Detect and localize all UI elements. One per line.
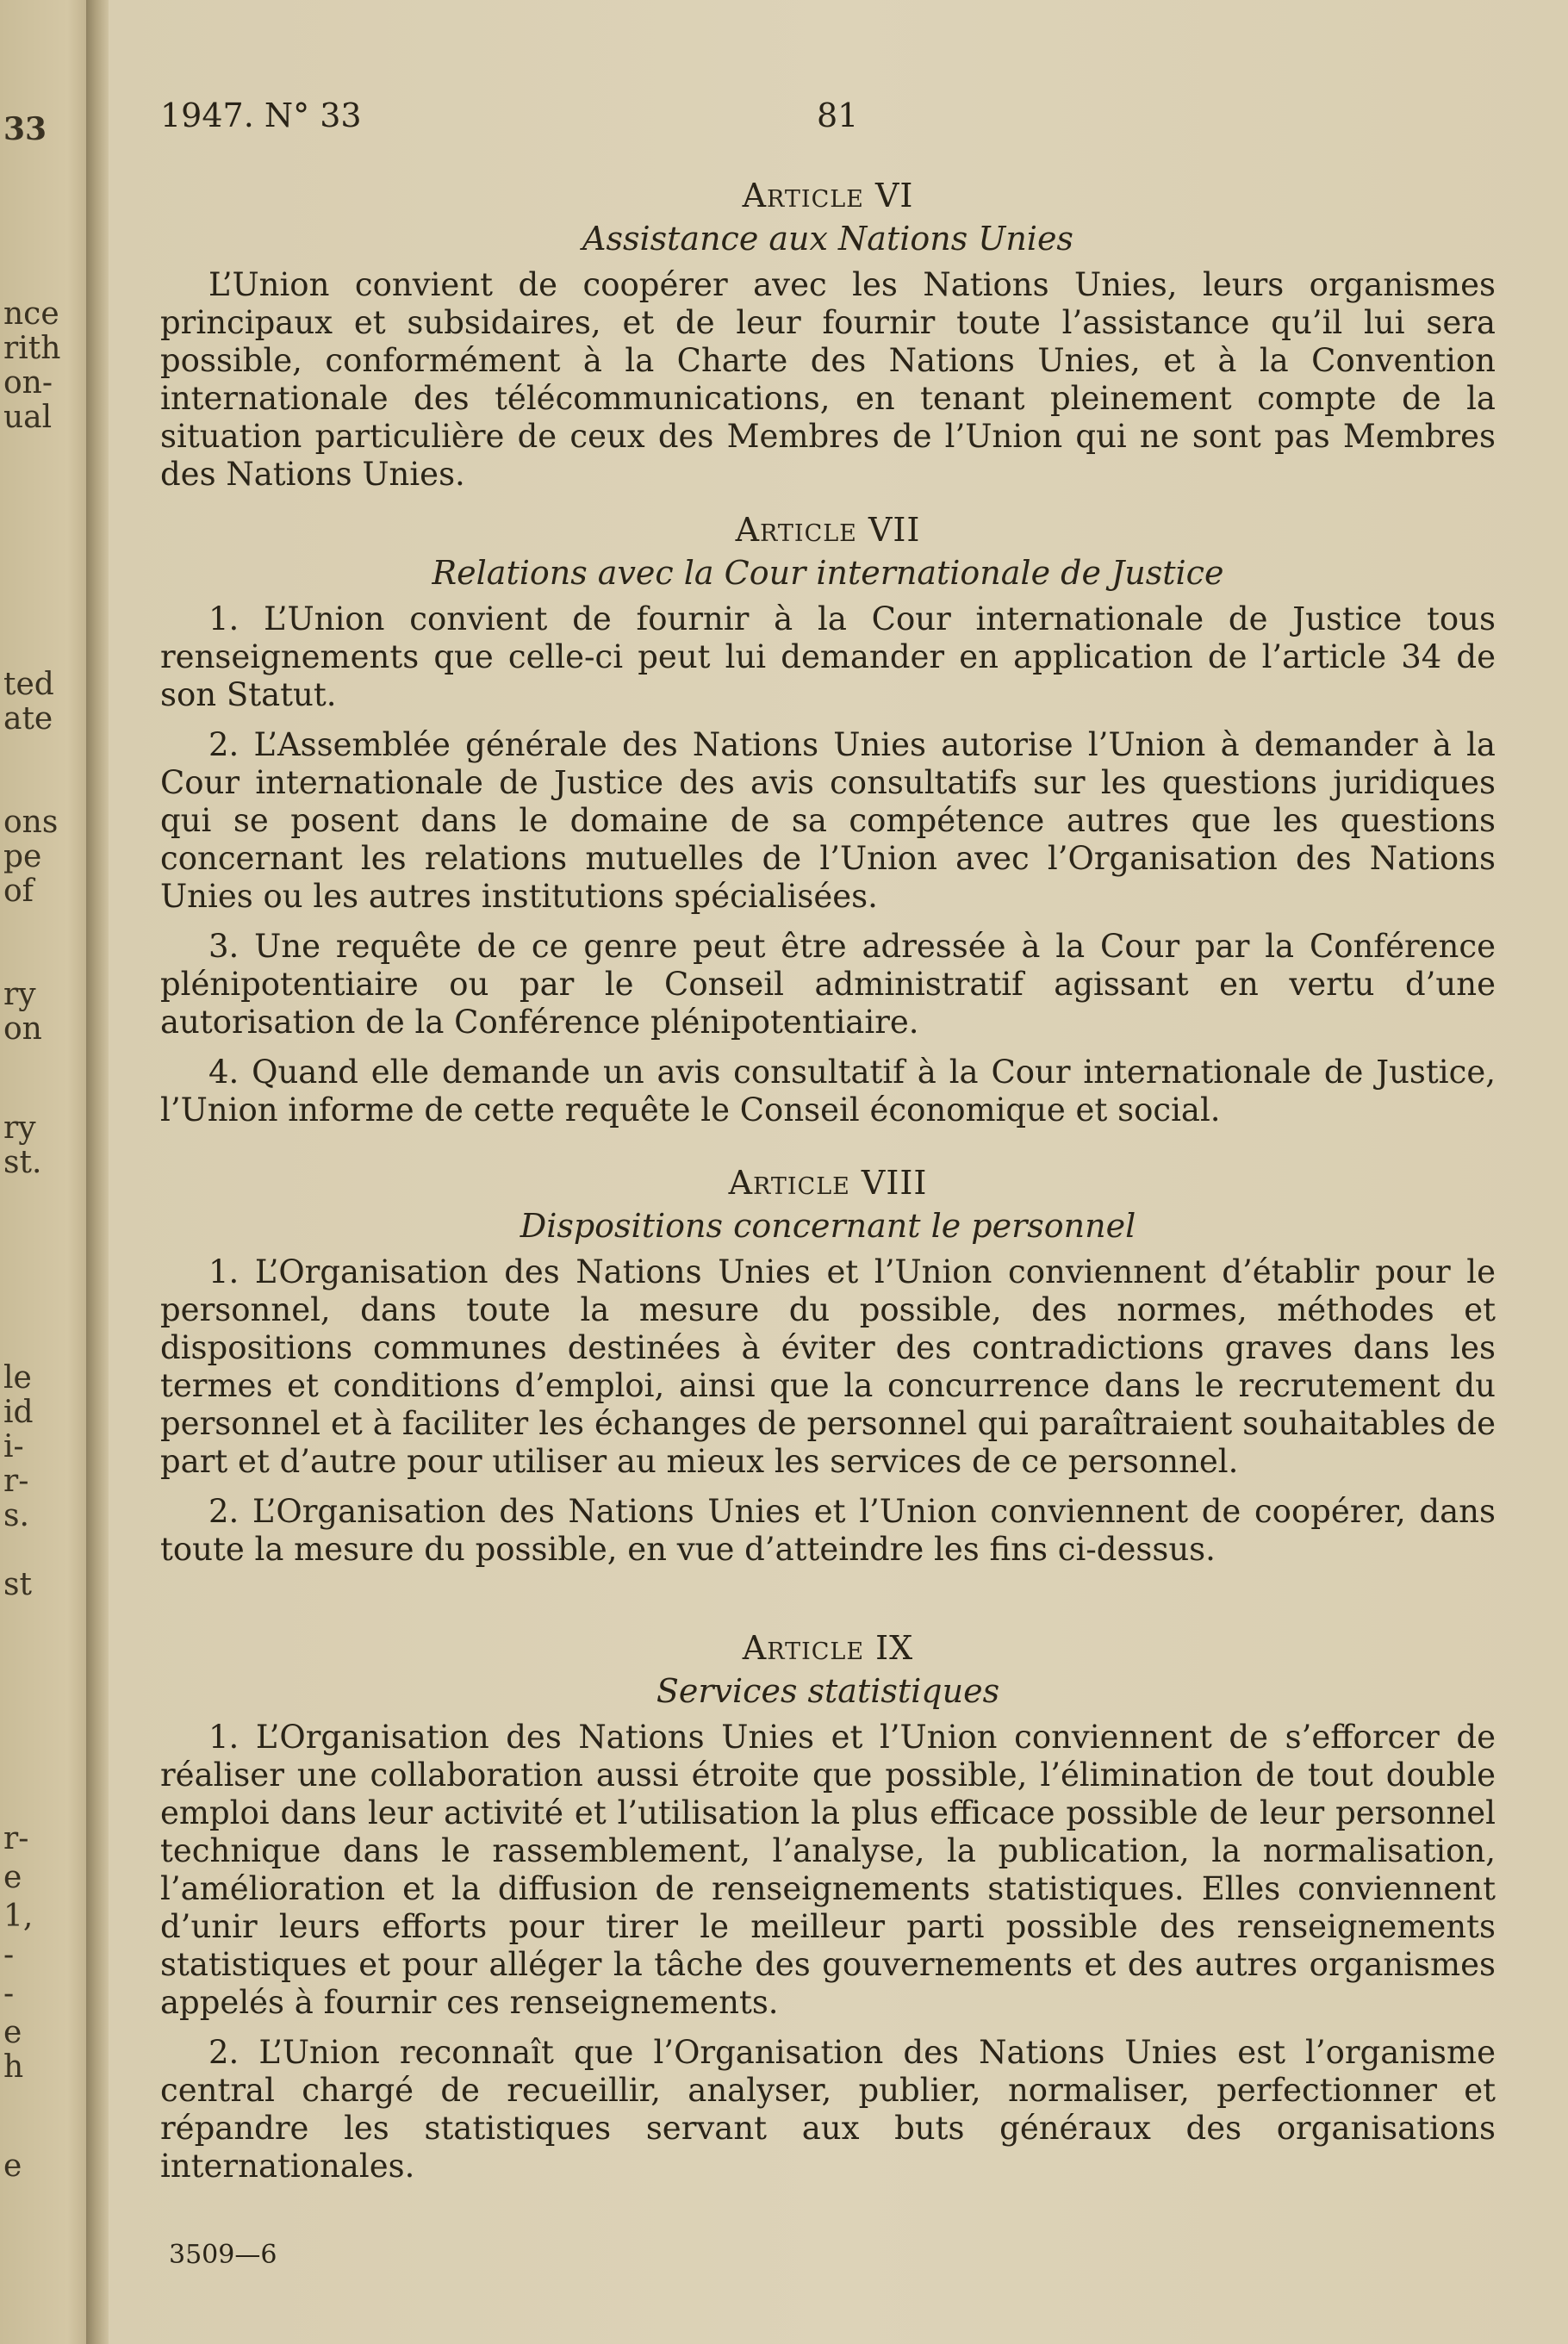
facing-page-fragment: ate <box>3 701 53 737</box>
facing-page-fragment: s. <box>3 1498 29 1533</box>
article-title: Article VI <box>742 177 914 215</box>
facing-page-fragment: nce <box>3 296 59 332</box>
printer-signature: 3509—6 <box>169 2240 277 2270</box>
facing-page-fragment: r- <box>3 1821 29 1856</box>
article-vi <box>160 177 1496 494</box>
facing-page-fragment: h <box>3 2049 24 2085</box>
facing-page-number: 33 <box>3 111 47 147</box>
page-number: 81 <box>817 96 859 134</box>
running-header <box>160 96 1521 148</box>
header-year-number: 1947. N° 33 <box>160 96 362 134</box>
page-content <box>160 177 1496 2198</box>
paragraph: L’Union convient de coopérer avec les Nations Unies, leurs organismes principaux et subsidaires, et de leur fournir toute l’assistance qu’il lui sera possible, conformément à la Charte des Nations Unies, et à la Convention internationale des télécommunications, en tenant pleinement compte de la situation particulière de ceux des Membres de l’Union qui ne sont pas Membres des Nations Unies. <box>160 266 1496 493</box>
facing-page-fragment: ted <box>3 667 54 702</box>
book-gutter <box>86 0 109 2344</box>
facing-page-fragment: id <box>3 1395 34 1430</box>
paragraph: 3. Une requête de ce genre peut être adressée à la Cour par la Conférence plénipotentiaire ou par le Conseil administratif agissant en vertu d’une autorisation de la Conférence plénipotentiaire. <box>160 928 1496 1041</box>
paragraph: 2. L’Organisation des Nations Unies et l’Union conviennent de coopérer, dans toute la mesure du possible, en vue d’atteindre les fins ci-dessus. <box>160 1493 1496 1568</box>
article-ix <box>160 1629 1496 2185</box>
facing-page-fragment: - <box>3 1937 15 1973</box>
paragraph: 1. L’Organisation des Nations Unies et l’Union conviennent d’établir pour le personnel, dans toute la mesure du possible, des normes, méthodes et dispositions communes destinées à éviter des contradictions graves dans les termes et conditions d’emploi, ainsi que la concurrence dans le recrutement du personnel et à faciliter les échanges de personnel qui paraîtraient souhaitables de part et d’autre pour utiliser au mieux les services de ce personnel. <box>160 1253 1496 1480</box>
facing-page-fragment: - <box>3 1976 15 2011</box>
facing-page-fragment: le <box>3 1360 32 1396</box>
facing-page-fragment: on- <box>3 365 53 401</box>
facing-page-fragment: e <box>3 1860 22 1895</box>
article-subtitle: Assistance aux Nations Unies <box>582 220 1073 258</box>
facing-page-fragment: on <box>3 1011 42 1047</box>
article-title: Article VII <box>735 511 921 549</box>
article-title: Article IX <box>742 1629 914 1667</box>
article-subtitle: Services statistiques <box>656 1672 1000 1710</box>
paragraph: 2. L’Assemblée générale des Nations Unies autorise l’Union à demander à la Cour internationale de Justice des avis consultatifs sur les questions juridiques qui se posent dans le domaine de sa compétence autres que les questions concernant les relations mutuelles de l’Union avec l’Organisation des Nations Unies ou les autres institutions spécialisées. <box>160 726 1496 915</box>
facing-page-fragment: ry <box>3 1110 36 1146</box>
facing-page-fragment: rith <box>3 331 61 366</box>
paragraph: 2. L’Union reconnaît que l’Organisation des Nations Unies est l’organisme central chargé de recueillir, analyser, publier, normaliser, perfectionner et répandre les statistiques servant aux buts généraux des organisations internationales. <box>160 2034 1496 2185</box>
facing-page-fragment: e <box>3 2015 22 2050</box>
document-page <box>109 0 1568 2344</box>
facing-page-fragment: pe <box>3 839 42 874</box>
facing-page-fragment: i- <box>3 1429 24 1464</box>
facing-page-fragment: ual <box>3 400 53 435</box>
facing-page-margin <box>0 0 96 2344</box>
facing-page-fragment: of <box>3 874 34 909</box>
article-viii <box>160 1164 1496 1569</box>
paragraph: 4. Quand elle demande un avis consultatif à la Cour internationale de Justice, l’Union informe de cette requête le Conseil économique et social. <box>160 1054 1496 1128</box>
paragraph: 1. L’Organisation des Nations Unies et l’Union conviennent de s’efforcer de réaliser une collaboration aussi étroite que possible, l’élimination de tout double emploi dans leur activité et l’utilisation la plus efficace possible de leur personnel technique dans le rassemblement, l’analyse, la publication, la normalisation, l’amélioration et la diffusion de renseignements statistiques. Elles conviennent d’unir leurs efforts pour tirer le meilleur parti possible des renseignements statistiques et pour alléger la tâche des gouvernements et des autres organismes appelés à fournir ces renseignements. <box>160 1719 1496 2021</box>
article-title: Article VIII <box>728 1164 928 1202</box>
facing-page-fragment: e <box>3 2148 22 2184</box>
facing-page-fragment: st. <box>3 1145 42 1180</box>
article-vii <box>160 511 1496 1129</box>
facing-page-fragment: ry <box>3 977 36 1012</box>
paragraph: 1. L’Union convient de fournir à la Cour internationale de Justice tous renseignements que celle-ci peut lui demander en application de l’article 34 de son Statut. <box>160 600 1496 713</box>
facing-page-fragment: 1, <box>3 1899 34 1934</box>
facing-page-fragment: r- <box>3 1464 29 1499</box>
facing-page-fragment: st <box>3 1567 32 1602</box>
article-subtitle: Dispositions concernant le personnel <box>520 1207 1136 1245</box>
article-subtitle: Relations avec la Cour internationale de Justice <box>432 554 1224 592</box>
facing-page-fragment: ons <box>3 805 59 840</box>
